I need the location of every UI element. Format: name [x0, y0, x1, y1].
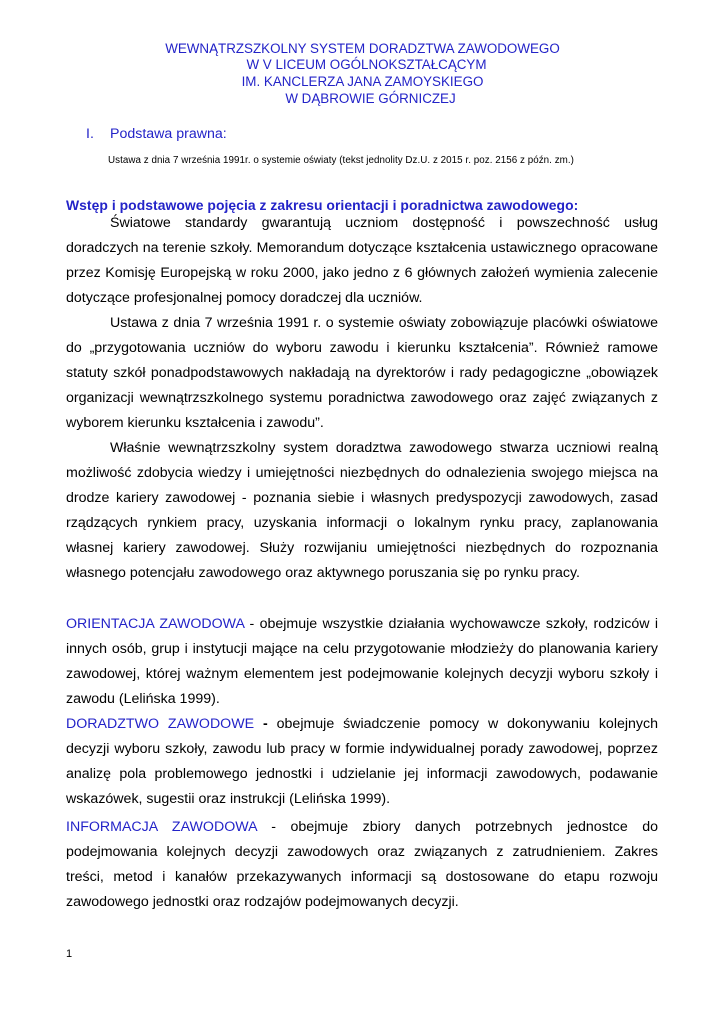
- definition-orientacja: [66, 612, 658, 712]
- header-line-1: WEWNĄTRZSZKOLNY SYSTEM DORADZTWA ZAWODOWEGO: [165, 41, 560, 56]
- paragraph-2: Ustawa z dnia 7 września 1991 r. o systemie oświaty zobowiązuje placówki oświatowe do „przygotowania uczniów do wyboru zawodu i kierunku kształcenia”. Również ramowe statuty szkół ponadpodstawowych nakładają na dyrektorów i rady pedagogiczne „obowiązek organizacji wewnątrzszkolnego systemu poradnictwa zawodowego oraz zajęć związanych z wyborem kierunku kształcenia i zawodu”.: [66, 315, 658, 431]
- header-line-3: IM. KANCLERZA JANA ZAMOYSKIEGO: [241, 74, 484, 89]
- section-number: I.: [86, 126, 94, 142]
- definition-informacja: [66, 815, 658, 915]
- intro-heading: Wstęp i podstawowe pojęcia z zakresu orientacji i poradnictwa zawodowego:: [66, 197, 579, 213]
- legal-basis: Ustawa z dnia 7 września 1991r. o systemie oświaty (tekst jednolity Dz.U. z 2015 r. poz. 2156 z późn. zm.): [108, 155, 574, 166]
- term-doradztwo: DORADZTWO ZAWODOWE: [66, 716, 255, 732]
- paragraph-1: Światowe standardy gwarantują uczniom dostępność i powszechność usług doradczych na terenie szkoły. Memorandum dotyczące kształcenia ustawicznego opracowane przez Komisję Europejską w roku 2000, jako jedno z 6 głównych założeń wymienia zalecenie dotyczące profesjonalnej pomocy doradczej dla uczniów.: [66, 215, 658, 306]
- page-number: 1: [66, 948, 73, 960]
- section-heading: [86, 126, 227, 142]
- term-orientacja: ORIENTACJA ZAWODOWA: [66, 616, 245, 632]
- definition-doradztwo: [66, 712, 658, 812]
- text-informacja: - obejmuje zbiory danych potrzebnych jednostce do podejmowania kolejnych decyzji zawodowych oraz związanych z zatrudnieniem. Zakres treści, metod i kanałów przekazywanych informacji są dostosowane do etapu rozwoju zawodowego jednostki oraz rodzajów podejmowanych decyzji.: [66, 819, 658, 910]
- paragraph-3: Właśnie wewnątrzszkolny system doradztwa zawodowego stwarza uczniowi realną możliwość zdobycia wiedzy i umiejętności niezbędnych do odnalezienia swojego miejsca na drodze kariery zawodowej - poznania siebie i własnych predyspozycji zawodowych, zasad rządzących rynkiem pracy, uzyskania informacji o lokalnym rynku pracy, zaplanowania własnej kariery zawodowej. Służy rozwijaniu umiejętności niezbędnych do rozpoznania własnego potencjału zawodowego oraz aktywnego poruszania się po rynku pracy.: [66, 440, 658, 581]
- text-orientacja: - obejmuje wszystkie działania wychowawcze szkoły, rodziców i innych osób, grup i instytucji mające na celu przygotowanie młodzieży do planowania kariery zawodowej, której ważnym elementem jest podejmowanie kolejnych decyzji wyboru szkoły i zawodu (Lelińska 1999).: [66, 616, 658, 707]
- section-title: Podstawa prawna:: [110, 126, 227, 142]
- header-line-2: W V LICEUM OGÓLNOKSZTAŁCĄCYM: [246, 57, 487, 72]
- dash-doradztwo: -: [254, 716, 268, 732]
- text-doradztwo: obejmuje świadczenie pomocy w dokonywaniu kolejnych decyzji wyboru szkoły, zawodu lub pracy w formie indywidualnej porady zawodowej, poprzez analizę pola problemowego jednostki i udzielanie jej informacji zawodowych, podawanie wskazówek, sugestii oraz instrukcji (Lelińska 1999).: [66, 716, 658, 807]
- term-informacja: INFORMACJA ZAWODOWA: [66, 819, 257, 835]
- header-line-4: W DĄBROWIE GÓRNICZEJ: [285, 91, 456, 106]
